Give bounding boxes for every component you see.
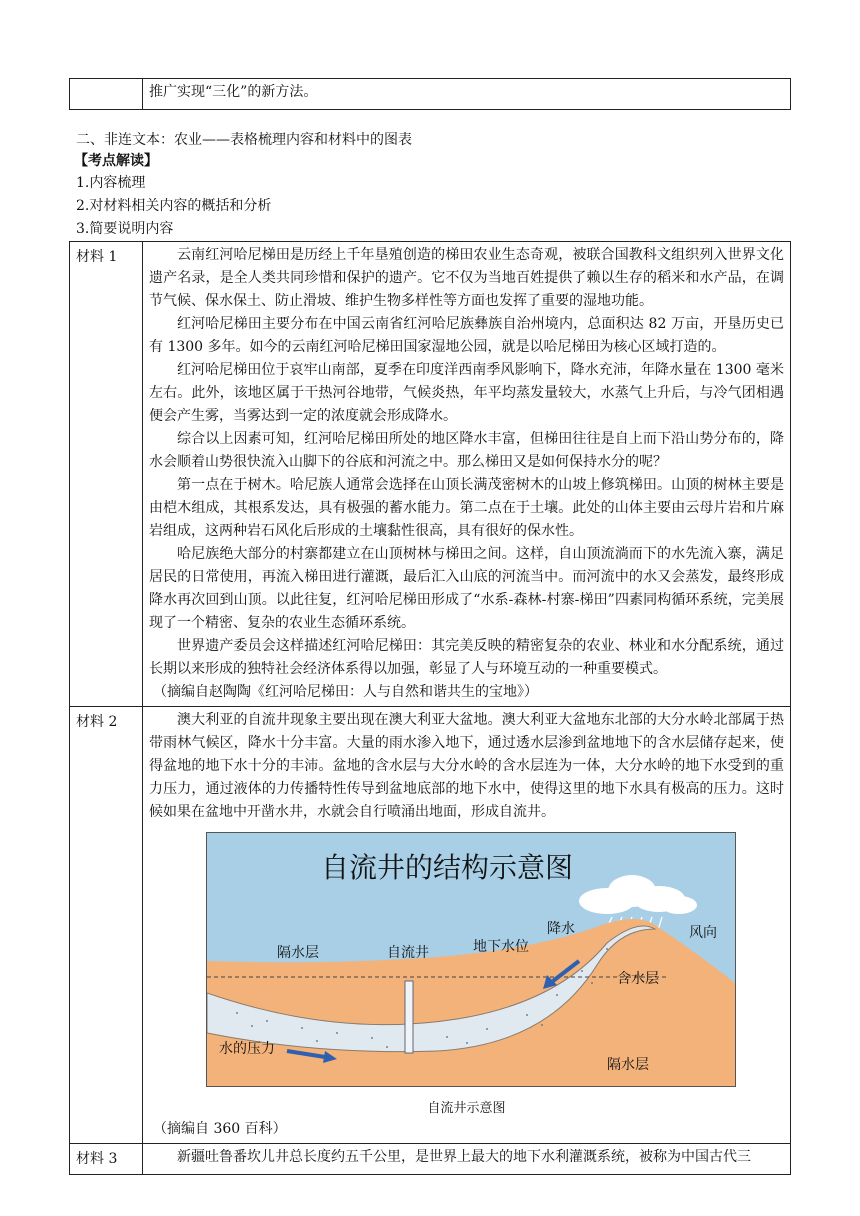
material-1-content: [143, 242, 791, 707]
diagram-caption: 自流井示意图: [427, 1101, 506, 1116]
top-table: [69, 78, 791, 110]
material-2-source: （摘编自 360 百科）: [153, 1121, 287, 1137]
label-well: 自流井: [387, 945, 429, 961]
label-water-table: 地下水位: [473, 939, 529, 955]
material-2-content: [143, 707, 791, 1144]
material-1-paragraph: 综合以上因素可知，红河哈尼梯田所处的地区降水丰富，但梯田往往是自上而下沿山势分布的，降水会顺着山势很快流入山脚下的谷底和河流之中。那么梯田又是如何保持水分的呢？: [149, 431, 784, 470]
material-3-row: [70, 1144, 791, 1175]
material-3-label: 材料 3: [70, 1144, 143, 1175]
well-shaft: [405, 981, 413, 1053]
material-2-paragraph: 澳大利亚的自流井现象主要出现在澳大利亚大盆地。澳大利亚大盆地东北部的大分水岭北部属于热带雨林气候区，降水十分丰富。大量的雨水渗入地下，通过透水层渗到盆地地下的含水层储存起来，使得盆地的地下水十分的丰沛。盆地的含水层与大分水岭的含水层连为一体，大分水岭的地下水受到的重力压力，通过液体的力传播特性传导到盆地底部的地下水中，使得这里的地下水具有极高的压力。这时候如果在盆地中开凿水井，水就会自行喷涌出地面，形成自流井。: [149, 712, 784, 820]
material-3-paragraph: 新疆吐鲁番坎儿井总长度约五千公里，是世界上最大的地下水利灌溉系统，被称为中国古代三: [177, 1149, 751, 1165]
point-3: 3.简要说明内容: [76, 221, 174, 237]
label-rain: 降水: [547, 921, 575, 937]
diagram-title: 自流井的结构示意图: [321, 851, 574, 884]
materials-table: [69, 241, 791, 1175]
top-row-text: 推广实现“三化”的新方法。: [149, 84, 318, 100]
material-1-paragraph: 红河哈尼梯田位于哀牢山南部，夏季在印度洋西南季风影响下，降水充沛，年降水量在 1300 毫米左右。此外，该地区属于干热河谷地带，气候炎热，年平均蒸发量较大，水蒸气上升后，与冷气团相遇便会产生雾，当雾达到一定的浓度就会形成降水。: [149, 362, 784, 424]
material-1-paragraph: 世界遗产委员会这样描述红河哈尼梯田：其完美反映的精密复杂的农业、林业和水分配系统，通过长期以来形成的独特社会经济体系得以加强，彰显了人与环境互动的一种重要模式。: [149, 638, 784, 677]
material-1-paragraph: 哈尼族绝大部分的村寨都建立在山顶树林与梯田之间。这样，自山顶流淌而下的水先流入寨，满足居民的日常使用，再流入梯田进行灌溉，最后汇入山底的河流当中。而河流中的水又会蒸发，最终形成降水再次回到山顶。以此往复，红河哈尼梯田形成了“水系-森林-村寨-梯田”四素同构循环系统，完美展现了一个精密、复杂的农业生态循环系统。: [149, 546, 784, 631]
label-aquiclude-bottom: 隔水层: [607, 1057, 649, 1073]
point-2: 2.对材料相关内容的概括和分析: [76, 198, 272, 214]
material-1-paragraph: 红河哈尼梯田主要分布在中国云南省红河哈尼族彝族自治州境内，总面积达 82 万亩，开垦历史已有 1300 多年。如今的云南红河哈尼梯田国家湿地公园，就是以哈尼梯田为核心区域打造的。: [149, 316, 784, 355]
label-wind: 风向: [689, 925, 717, 941]
material-1-paragraph: 第一点在于树木。哈尼族人通常会选择在山顶长满茂密树木的山坡上修筑梯田。山顶的树林主要是由桤木组成，其根系发达，具有极强的蓄水能力。第二点在于土壤。此处的山体主要由云母片岩和片麻岩组成，这两种岩石风化后形成的土壤黏性很高，具有很好的保水性。: [149, 477, 784, 539]
material-1-paragraph: 云南红河哈尼梯田是历经上千年垦殖创造的梯田农业生态奇观，被联合国教科文组织列入世界文化遗产名录，是全人类共同珍惜和保护的遗产。它不仅为当地百姓提供了赖以生存的稻米和水产品，在调节气候、保水保土、防止滑坡、维护生物多样性等方面也发挥了重要的湿地功能。: [149, 247, 784, 309]
material-2-label: 材料 2: [70, 707, 143, 1144]
material-1-row: [70, 242, 791, 707]
section-title: 二、非连文本：农业——表格梳理内容和材料中的图表: [76, 132, 412, 148]
label-pressure: 水的压力: [219, 1041, 275, 1057]
section-tag: 【考点解读】: [74, 153, 158, 169]
artesian-well-diagram: [206, 832, 736, 1087]
material-2-row: [70, 707, 791, 1144]
top-row-content-cell: [143, 79, 791, 110]
material-1-source: （摘编自赵陶陶《红河哈尼梯田：人与自然和谐共生的宝地》）: [153, 684, 538, 700]
material-3-content: [143, 1144, 791, 1175]
point-1: 1.内容梳理: [76, 175, 146, 191]
label-aquiclude-top: 隔水层: [277, 945, 319, 961]
label-aquifer: 含水层: [617, 971, 659, 987]
material-1-label: 材料 1: [70, 242, 143, 707]
top-row-label-cell: [70, 79, 143, 110]
